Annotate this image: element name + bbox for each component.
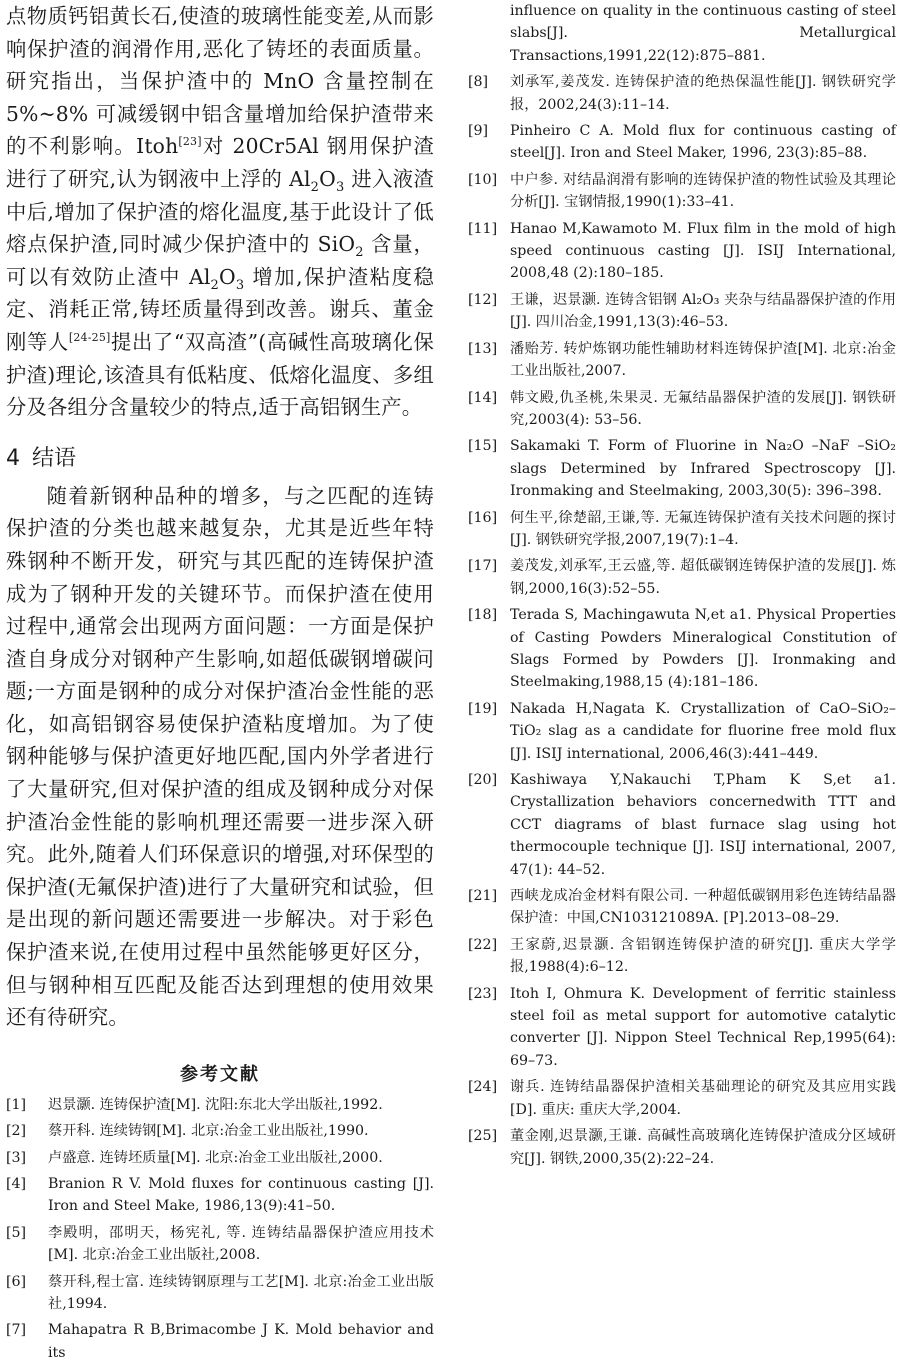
- reference-text: Hanao M,Kawamoto M. Flux film in the mold of high speed continuous casting [J]. ISIJ International, 2008,48 (2):180–185.: [510, 220, 896, 282]
- right-column: [468, 0, 896, 1174]
- reference-text: 刘承军,姜茂发. 连铸保护渣的绝热保温性能[J]. 钢铁研究学报，2002,24(3):11–14.: [510, 74, 896, 113]
- reference-item: [468, 71, 896, 116]
- reference-item: [468, 983, 896, 1073]
- section-heading: [6, 442, 434, 476]
- reference-number: [3]: [6, 1149, 27, 1166]
- reference-text: 卢盛意. 连铸坯质量[M]. 北京:冶金工业出版社,2000.: [48, 1149, 383, 1166]
- reference-text: 迟景灏. 连铸保护渣[M]. 沈阳:东北大学出版社,1992.: [48, 1096, 383, 1113]
- reference-text: 蔡开科,程士富. 连续铸钢原理与工艺[M]. 北京:冶金工业出版社,1994.: [48, 1273, 434, 1313]
- reference-item: [468, 934, 896, 979]
- reference-item: [468, 435, 896, 502]
- references-heading: 参考文献: [180, 1063, 260, 1085]
- reference-text: 李殿明，邵明天，杨宪礼, 等. 连铸结晶器保护渣应用技术[M]. 北京:冶金工业出版社,2008.: [48, 1224, 434, 1264]
- reference-number: [21]: [468, 888, 498, 905]
- reference-item: [468, 885, 896, 930]
- reference-number: [9]: [468, 123, 489, 140]
- reference-item: [6, 1094, 434, 1116]
- reference-text: 董金刚,迟景灏,王谦. 高碱性高玻璃化连铸保护渣成分区域研究[J]. 钢铁,2000,35(2):22–24.: [510, 1128, 896, 1167]
- reference-text: Nakada H,Nagata K. Crystallization of CaO–SiO₂–TiO₂ slag as a candidate for fluorine free mold flux [J]. ISIJ international, 2006,46(3):441–449.: [510, 700, 896, 762]
- reference-number: [10]: [468, 171, 498, 188]
- left-column: [6, 0, 434, 1368]
- reference-number: [7]: [6, 1322, 27, 1339]
- reference-text: Itoh I, Ohmura K. Development of ferritic stainless steel foil as metal support for automotive catalytic converter [J]. Nippon Steel Technical Rep,1995(64): 69–73.: [510, 985, 896, 1069]
- reference-text: 王谦，迟景灏. 连铸含铝钢 Al₂O₃ 夹杂与结晶器保护渣的作用[J]. 四川冶金,1991,13(3):46–53.: [510, 291, 896, 331]
- reference-item: [468, 555, 896, 600]
- reference-number: [6]: [6, 1273, 27, 1290]
- reference-text: 何生平,徐楚韶,王谦,等. 无氟连铸保护渣有关技术问题的探讨[J]. 钢铁研究学报,2007,19(7):1–4.: [510, 509, 896, 548]
- reference-text: Terada S, Machingawuta N,et a1. Physical Properties of Casting Powders Mineralogical Constitution of Slags Formed by Powders [J]. Ironmaking and Steelmaking,1988,15 (4):181–186.: [510, 607, 896, 691]
- reference-number: [17]: [468, 558, 498, 575]
- references-list-left: [6, 1094, 434, 1364]
- section-number: 4: [6, 445, 20, 471]
- reference-item: [6, 1173, 434, 1218]
- reference-number: [15]: [468, 438, 498, 455]
- reference-number: [12]: [468, 291, 498, 308]
- reference-text: Kashiwaya Y,Nakauchi T,Pham K S,et a1. Crystallization behaviors concernedwith TTT and CCT diagrams of blast furnace slag using hot thermocouple technique [J]. ISIJ international, 2007, 47(1): 44–52.: [510, 772, 896, 878]
- reference-number: [468, 0, 510, 67]
- reference-number: [14]: [468, 389, 498, 406]
- reference-item: [468, 698, 896, 765]
- reference-item: [468, 1125, 896, 1170]
- reference-text: 韩文殿,仇圣桃,朱果灵. 无氟结晶器保护渣的发展[J]. 钢铁研究,2003(4): 53–56.: [510, 389, 896, 428]
- reference-number: [8]: [468, 74, 489, 91]
- body-paragraph-2: 随着新钢种品种的增多，与之匹配的连铸保护渣的分类也越来越复杂，尤其是近些年特殊钢种不断开发，研究与其匹配的连铸保护渣成为了钢种开发的关键环节。而保护渣在使用过程中,通常会出现两方面问题：一方面是保护渣自身成分对钢种产生影响,如超低碳钢增碳问题;一方面是钢种的成分对保护渣冶金性能的恶化，如高铝钢容易使保护渣粘度增加。为了使钢种能够与保护渣更好地匹配,国内外学者进行了大量研究,但对保护渣的组成及钢种成分对保护渣冶金性能的影响机理还需要一进步深入研究。此外,随着人们环保意识的增强,对环保型的保护渣(无氟保护渣)进行了大量研究和试验，但是出现的新问题还需要进一步解决。对于彩色保护渣来说,在使用过程中虽然能够更好区分，但与钢种相互匹配及能否达到理想的使用效果还有待研究。: [6, 483, 434, 1030]
- reference-item: [468, 120, 896, 165]
- reference-number: [1]: [6, 1096, 27, 1113]
- reference-text: Branion R V. Mold fluxes for continuous casting [J]. Iron and Steel Make, 1986,13(9):41–50.: [48, 1176, 434, 1215]
- reference-number: [13]: [468, 340, 498, 357]
- reference-item: [468, 0, 896, 67]
- reference-number: [24]: [468, 1079, 498, 1096]
- reference-number: [22]: [468, 936, 498, 953]
- reference-text: 姜茂发,刘承军,王云盛,等. 超低碳钢连铸保护渣的发展[J]. 炼钢,2000,16(3):52–55.: [510, 558, 896, 597]
- reference-text: Mahapatra R B,Brimacombe J K. Mold behavior and its: [48, 1322, 434, 1361]
- body-paragraph-1: 点物质钙铝黄长石,使渣的玻璃性能变差,从而影响保护渣的润滑作用,恶化了铸坯的表面质量。研究指出，当保护渣中的 MnO 含量控制在 5%~8% 可减缓钢中铝含量增加给保护渣带来的不利影响。Itoh[23]对 20Cr5Al 钢用保护渣进行了研究,认为钢液中上浮的 $Al_2O_3$ 进入液渣中后,增加了保护渣的熔化温度,基于此设计了低熔点保护渣,同时减少保护渣中的 SiO$_2$ 含量，可以有效防止渣中 $Al_2O_3$ 增加,保护渣粘度稳定、消耗正常,铸坯质量得到改善。谢兵、董金刚等人[24-25]提出了“双高渣”(高碱性高玻璃化保护渣)理论,该渣具有低粘度、低熔化温度、多组分及各组分含量较少的特点,适于高铝钢生产。: [6, 4, 435, 420]
- reference-text: 王家蔚,迟景灏. 含铝钢连铸保护渣的研究[J]. 重庆大学学报,1988(4):6–12.: [510, 936, 896, 976]
- reference-number: [11]: [468, 220, 498, 237]
- reference-number: [18]: [468, 607, 498, 624]
- reference-number: [2]: [6, 1123, 27, 1140]
- reference-item: [468, 507, 896, 552]
- reference-number: [16]: [468, 509, 498, 526]
- reference-item: [468, 769, 896, 881]
- reference-text: 谢兵. 连铸结晶器保护渣相关基础理论的研究及其应用实践[D]. 重庆: 重庆大学,2004.: [510, 1079, 896, 1118]
- reference-number: [5]: [6, 1224, 27, 1241]
- reference-text: Sakamaki T. Form of Fluorine in Na₂O –NaF –SiO₂ slags Determined by Infrared Spectroscopy [J]. Ironmaking and Steelmaking, 2003,30(5): 396–398.: [510, 438, 896, 500]
- reference-text: 蔡开科. 连续铸钢[M]. 北京:冶金工业出版社,1990.: [48, 1123, 369, 1140]
- reference-number: [23]: [468, 985, 498, 1002]
- reference-item: [6, 1222, 434, 1267]
- reference-item: [6, 1147, 434, 1169]
- reference-item: [6, 1271, 434, 1316]
- reference-item: [468, 387, 896, 432]
- reference-item: [6, 1120, 434, 1142]
- reference-item: [468, 604, 896, 694]
- section-title: 结语: [32, 445, 77, 471]
- reference-item: [468, 169, 896, 214]
- reference-item: [468, 218, 896, 285]
- reference-number: [19]: [468, 700, 498, 717]
- reference-item: [468, 1076, 896, 1121]
- references-list-right: [468, 0, 896, 1170]
- reference-item: [468, 338, 896, 383]
- reference-text: 西峡龙成冶金材料有限公司. 一种超低碳钢用彩色连铸结晶器保护渣：中国,CN103121089A. [P].2013–08–29.: [510, 888, 896, 927]
- reference-text: Pinheiro C A. Mold flux for continuous casting of steel[J]. Iron and Steel Maker, 1996, 23(3):85–88.: [510, 123, 896, 162]
- reference-number: [25]: [468, 1128, 498, 1145]
- reference-number: [4]: [6, 1176, 27, 1193]
- reference-item: [6, 1319, 434, 1364]
- reference-text: 潘贻芳. 转炉炼钢功能性辅助材料连铸保护渣[M]. 北京:冶金工业出版社,2007.: [510, 340, 896, 380]
- reference-text: 中户参. 对结晶润滑有影响的连铸保护渣的物性试验及其理论分析[J]. 宝钢情报,1990(1):33–41.: [510, 171, 896, 211]
- reference-number: [20]: [468, 772, 498, 788]
- reference-text: influence on quality in the continuous casting of steel slabs[J]. Metallurgical Transactions,1991,22(12):875–881.: [510, 3, 896, 64]
- reference-item: [468, 289, 896, 334]
